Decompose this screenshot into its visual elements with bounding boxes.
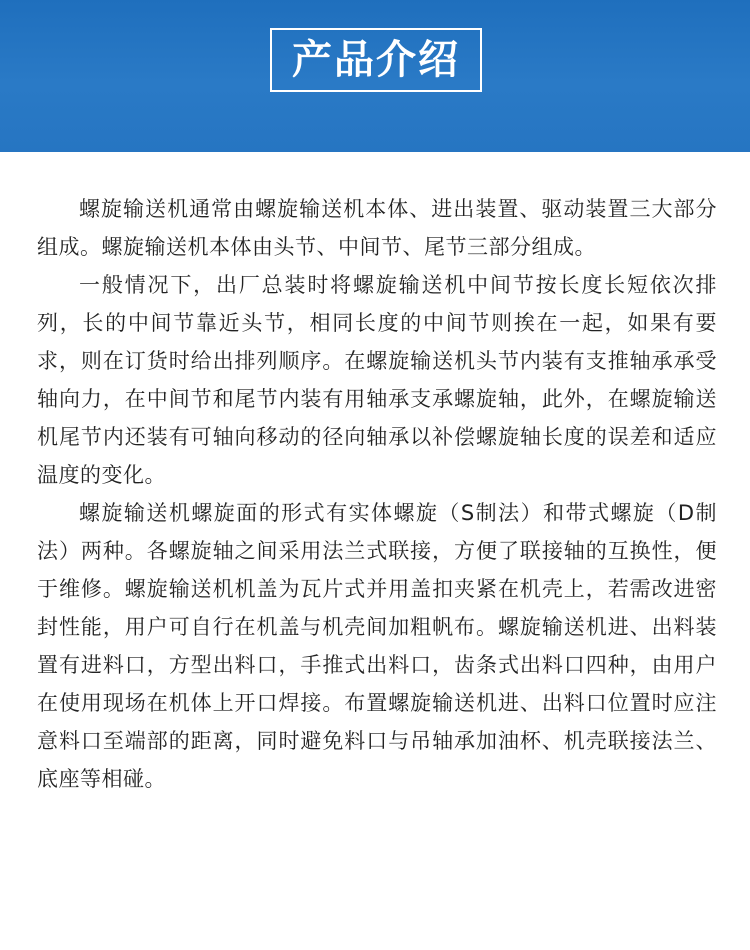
title-frame: [270, 28, 482, 92]
paragraph-composition: 螺旋输送机通常由螺旋输送机本体、进出装置、驱动装置三大部分组成。螺旋输送机本体由头节、中间节、尾节三部分组成。: [37, 197, 717, 259]
paragraph-assembly: 一般情况下，出厂总装时将螺旋输送机中间节按长度长短依次排列，长的中间节靠近头节，相同长度的中间节则挨在一起，如果有要求，则在订货时给出排列顺序。在螺旋输送机头节内装有支推轴承承受轴向力，在中间节和尾节内装有用轴承支承螺旋轴，此外，在螺旋输送机尾节内还装有可轴向移动的径向轴承以补偿螺旋轴长度的误差和适应温度的变化。: [37, 273, 717, 487]
product-description: [37, 190, 717, 798]
page-title: 产品介绍: [292, 37, 460, 83]
header-banner: [0, 0, 750, 152]
paragraph-spiral-types: 螺旋输送机螺旋面的形式有实体螺旋（S制法）和带式螺旋（D制法）两种。各螺旋轴之间采用法兰式联接，方便了联接轴的互换性，便于维修。螺旋输送机机盖为瓦片式并用盖扣夹紧在机壳上，若需改进密封性能，用户可自行在机盖与机壳间加粗帆布。螺旋输送机进、出料装置有进料口，方型出料口，手推式出料口，齿条式出料口四种，由用户在使用现场在机体上开口焊接。布置螺旋输送机进、出料口位置时应注意料口至端部的距离，同时避免料口与吊轴承加油杯、机壳联接法兰、底座等相碰。: [37, 501, 717, 791]
